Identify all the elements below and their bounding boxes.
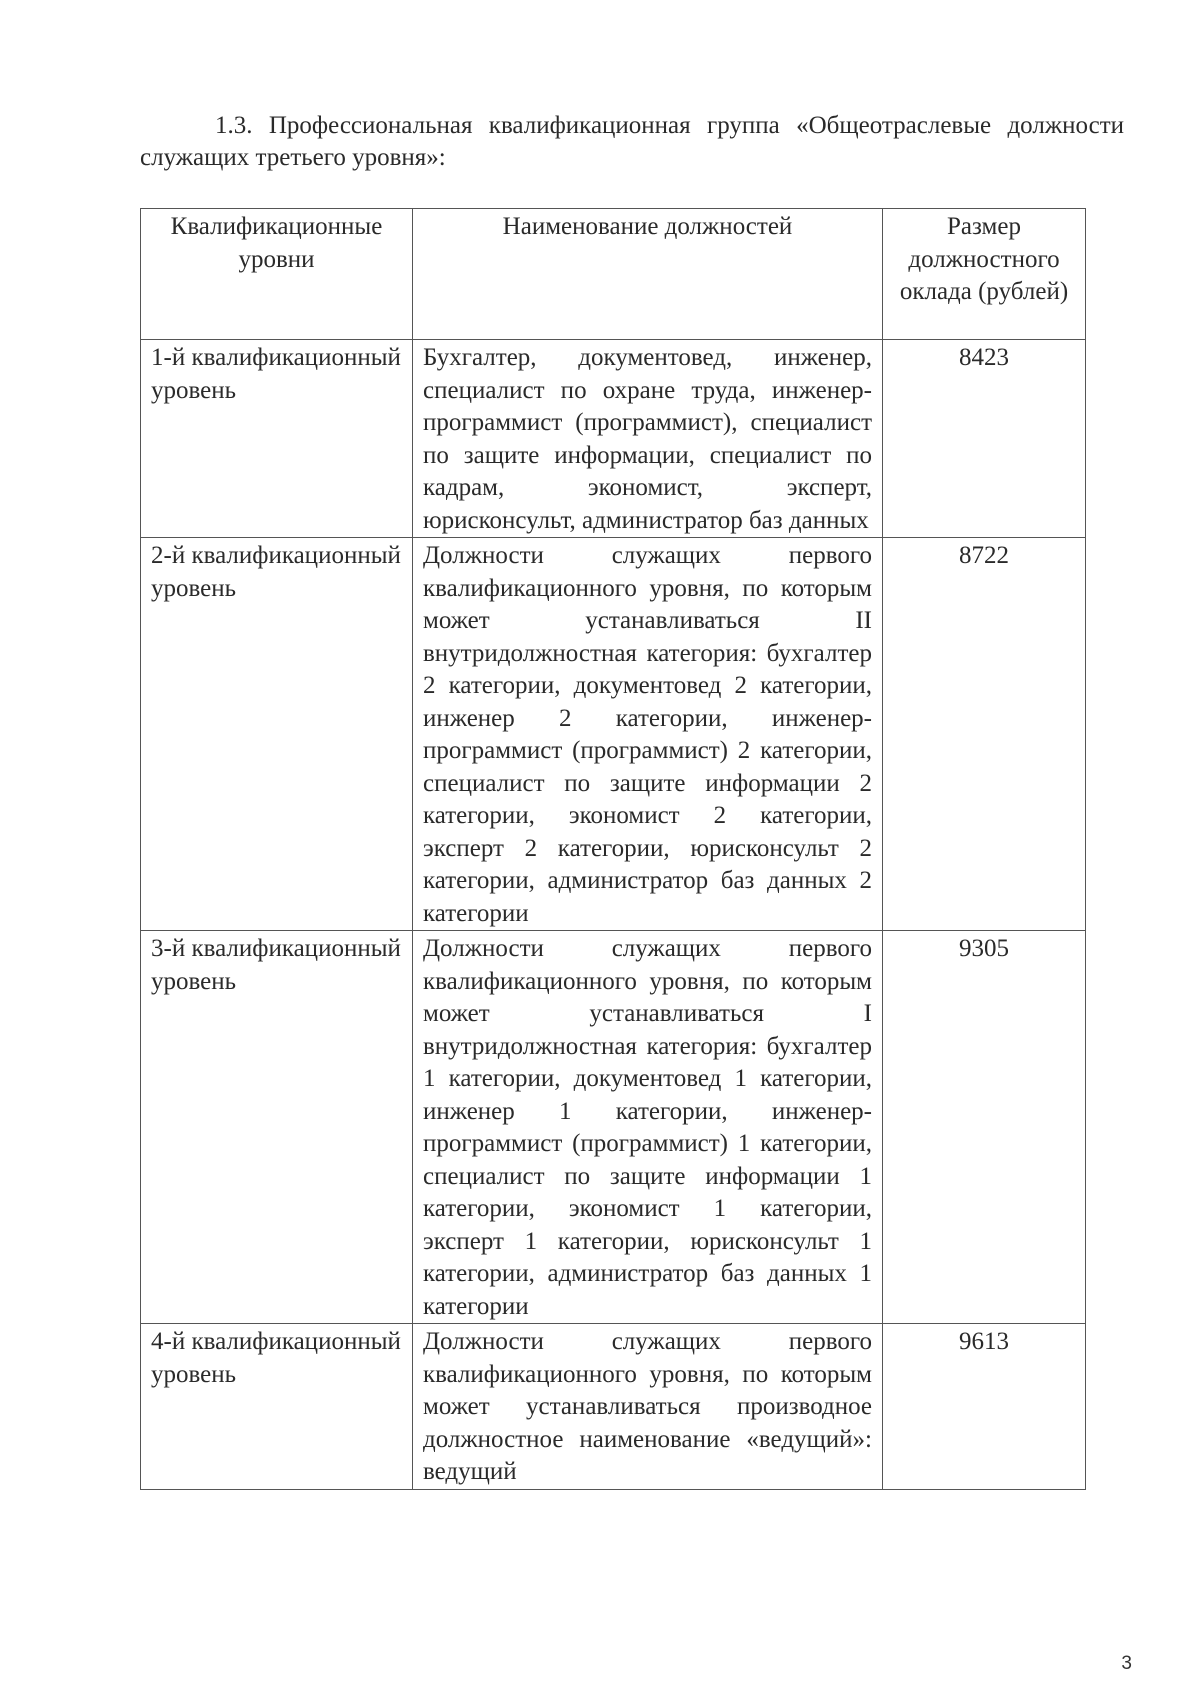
section-heading [140, 110, 1124, 174]
header-salary: Размер должностного оклада (рублей) [883, 209, 1086, 340]
header-positions: Наименование должностей [413, 209, 883, 340]
row-salary: 9613 [883, 1324, 1086, 1490]
table-row [141, 931, 1086, 1324]
salary-table [140, 208, 1086, 1490]
page-number: 3 [1121, 1653, 1132, 1674]
table-row [141, 340, 1086, 538]
row-level: 2-й квалификационный уровень [141, 538, 413, 931]
row-level: 3-й квалификационный уровень [141, 931, 413, 1324]
row-positions: Должности служащих первого квалификационного уровня, по которым может устанавливаться II внутридолжностная категория: бухгалтер 2 категории, документовед 2 категории, инженер 2 категории, инженер-программист (программист) 2 категории, специалист по защите информации 2 категории, экономист 2 категории, эксперт 2 категории, юрисконсульт 2 категории, администратор баз данных 2 категории [413, 538, 883, 931]
heading-number: 1.3. [215, 112, 253, 139]
table-header-row [141, 209, 1086, 340]
heading-text: Профессиональная квалификационная группа «Общеотраслевые должности служащих третьего уровня»: [140, 112, 1125, 171]
table-row [141, 1324, 1086, 1490]
row-positions: Бухгалтер, документовед, инженер, специалист по охране труда, инженер-программист (программист), специалист по защите информации, специалист по кадрам, экономист, эксперт, юрисконсульт, администратор баз данных [413, 340, 883, 538]
row-salary: 8423 [883, 340, 1086, 538]
row-positions: Должности служащих первого квалификационного уровня, по которым может устанавливаться I внутридолжностная категория: бухгалтер 1 категории, документовед 1 категории, инженер 1 категории, инженер-программист (программист) 1 категории, специалист по защите информации 1 категории, экономист 1 категории, эксперт 1 категории, юрисконсульт 1 категории, администратор баз данных 1 категории [413, 931, 883, 1324]
row-level: 4-й квалификационный уровень [141, 1324, 413, 1490]
row-salary: 9305 [883, 931, 1086, 1324]
header-levels: Квалификационные уровни [141, 209, 413, 340]
row-level: 1-й квалификационный уровень [141, 340, 413, 538]
table-row [141, 538, 1086, 931]
row-positions: Должности служащих первого квалификационного уровня, по которым может устанавливаться производное должностное наименование «ведущий»: ведущий [413, 1324, 883, 1490]
row-salary: 8722 [883, 538, 1086, 931]
